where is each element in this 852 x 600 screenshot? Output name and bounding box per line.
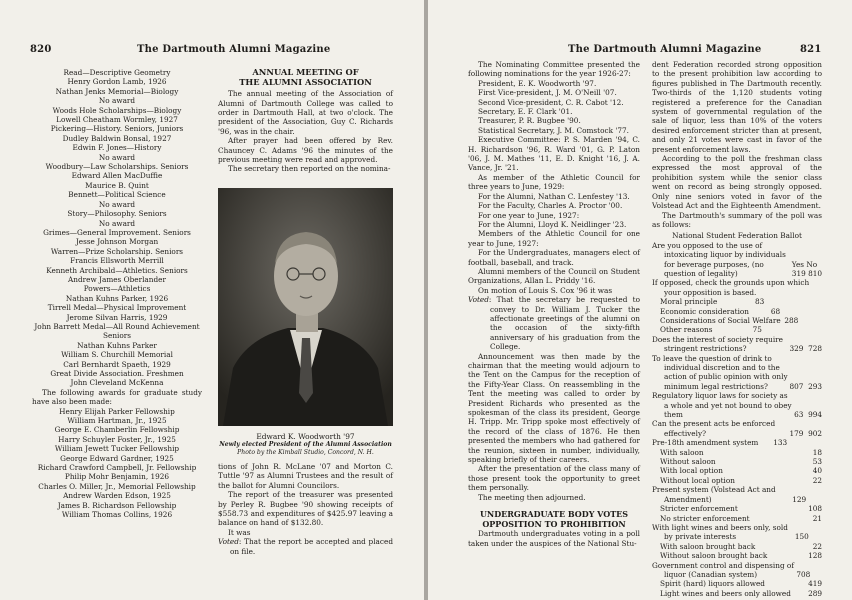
award-line: Dudley Baldwin Bonsal, 1927	[62, 133, 172, 143]
meeting-column-bottom	[218, 462, 393, 556]
award-line: William Hartman, Jr., 1925	[67, 416, 167, 426]
voted-label: Voted	[218, 537, 239, 547]
voted-paragraph	[218, 537, 393, 556]
ballot-question-values	[792, 260, 822, 279]
athletic-intro: As member of the Athletic Council for three years to June, 1929:	[468, 172, 640, 192]
ballot-row-total: 150	[794, 532, 809, 542]
present-list	[652, 504, 822, 523]
left-running-head: The Dartmouth Alumni Magazine	[137, 44, 331, 55]
officer-line: Second Vice-president, C. R. Cabot '12.	[478, 97, 624, 107]
athletic-list	[468, 192, 640, 230]
voted-text: : That the secretary be requested to convey to Dr. William J. Tucker the affectionate greetings of the alumni on the occasion of the sixty-fifth anniversary of his graduation from the College.	[488, 295, 640, 352]
award-line: John Barrett Medal—All Round Achievement	[34, 321, 200, 331]
officer-line: President, E. K. Woodworth '97.	[478, 78, 597, 88]
undergrad-paragraph: Dartmouth undergraduates voting in a poll taken under the auspices of the National Stu-	[468, 529, 640, 548]
no-label: No	[806, 259, 818, 269]
ballot-question-text: To leave the question of drink to individual discretion and to the action of public opinion with only minimum legal restrictions?	[652, 353, 788, 391]
ballot-item-value: 128	[808, 551, 822, 561]
officer-line: Treasurer, P. R. Bugbee '90.	[478, 116, 581, 126]
meeting-heading-line-2: THE ALUMNI ASSOCIATION	[239, 76, 372, 87]
ballot-item-label: Economic consideration	[660, 306, 750, 316]
award-line: The following awards for graduate study have also been made:	[32, 387, 202, 407]
ballot-yes-value: 319	[791, 268, 806, 278]
ballot-item-row	[652, 457, 822, 466]
award-line: Woods Hole Scholarships—Biology	[52, 105, 182, 115]
ballot-item-value: 289	[808, 588, 822, 598]
grounds-list	[652, 297, 822, 335]
award-line: Henry Gordon Lamb, 1926	[67, 77, 167, 87]
questions-list	[652, 335, 822, 438]
award-line: George Edward Gardner, 1925	[60, 453, 174, 463]
ballot-row-label: Present system (Volstead Act and Amendment)	[652, 485, 776, 504]
motion: On motion of Louis S. Cox '96 it was	[478, 285, 613, 295]
meeting-paragraph: The annual meeting of the Association of Alumni of Dartmouth College was called to order in Dartmouth Hall, at two o'clock. The president of the Association, Guy C. Richards '96, was in the chair.	[218, 89, 393, 136]
award-line: Edwin F. Jones—History	[72, 143, 162, 153]
ballot-item-value: 22	[812, 541, 822, 551]
ballot-item-label: With saloon brought back	[660, 541, 756, 551]
officer-line: Statistical Secretary, J. M. Comstock '77.	[478, 125, 629, 135]
voted-label: Voted	[468, 295, 489, 305]
award-line: No award	[98, 218, 136, 228]
ballot-question-row	[652, 335, 822, 354]
ballot-item-label: Other reasons	[660, 325, 713, 335]
ballot-row	[652, 561, 822, 580]
ballot-item-row	[652, 466, 822, 475]
ballot-item-value: 21	[812, 513, 822, 523]
athletic-line: For one year to June, 1927:	[478, 210, 580, 220]
ballot-yes-value: 329	[789, 344, 804, 354]
ballot-row-total: 129	[792, 494, 807, 504]
award-line: William Thomas Collins, 1926	[61, 510, 173, 520]
ballot-row-total: 133	[773, 438, 788, 448]
ballot-item-label: Without saloon	[660, 457, 716, 467]
ballot-item-row	[652, 307, 822, 316]
awards-column	[32, 68, 202, 520]
award-line: Nathan Kuhns Parker, 1926	[65, 293, 169, 303]
ballot-item-value: 108	[808, 504, 822, 514]
meeting-heading-line-1: ANNUAL MEETING OF	[252, 67, 359, 77]
meeting-continued: tions of John R. McLane '07 and Morton C. Tuttle '97 as Alumni Trustees and the result of the ballot for Alumni Councilors.	[218, 462, 393, 490]
award-line: Nathan Kuhns Parker	[77, 340, 157, 350]
award-line: Lowell Cheatham Wormley, 1927	[56, 115, 178, 125]
poll-column	[652, 60, 822, 598]
award-line: Read—Descriptive Geometry	[63, 68, 171, 77]
award-line: Jesse Johnson Morgan	[75, 237, 159, 247]
undergrad-managers: For the Undergraduates, managers elect of football, baseball, and track.	[468, 248, 640, 267]
award-line: Kenneth Archibald—Athletics. Seniors	[46, 265, 188, 275]
nominations-column	[468, 60, 640, 548]
caption-name: Edward K. Woodworth '97	[256, 432, 355, 441]
ballot-question-values	[789, 344, 822, 353]
light-list	[652, 542, 822, 561]
ballot-question	[652, 241, 822, 279]
award-line: Woodbury—Law Scholarships. Seniors	[45, 162, 189, 172]
executive-committee: Executive Committee: P. S. Marden '94, C. H. Richardson '96, R. Ward '01, G. P. Laton '06, J. M. Mathes '11, E. D. Knight '16, J. A. Vance, Jr. '21.	[468, 135, 640, 173]
award-line: James B. Richardson Fellowship	[57, 500, 177, 510]
athletic-line: For the Alumni, Lloyd K. Neidlinger '23.	[478, 219, 627, 229]
ballot-question-text: Can the present acts be enforced effectively?	[652, 419, 776, 438]
ballot-row	[652, 485, 822, 504]
award-line: George E. Chamberlin Fellowship	[54, 425, 180, 435]
ballot-row-label: Pre-18th amendment system	[652, 438, 759, 448]
caption-title: Newly elected President of the Alumni Association	[219, 441, 392, 449]
yes-label: Yes	[791, 259, 805, 269]
award-line: Edward Allen MacDuffie	[71, 171, 163, 181]
voted-paragraph	[468, 295, 640, 351]
ballot-item-label: Stricter enforcement	[660, 504, 738, 514]
ballot-row	[652, 438, 822, 447]
ballot-item-value: 83	[755, 297, 765, 307]
award-line: John Cleveland McKenna	[70, 378, 164, 388]
ballot-item-value: 40	[812, 466, 822, 476]
right-page	[428, 0, 852, 600]
pre18-list	[652, 448, 822, 486]
athletic-one-year: Members of the Athletic Council for one year to June, 1927:	[468, 229, 640, 248]
ballot-question-text: Does the interest of society require stringent restrictions?	[652, 334, 783, 354]
ballot-item-label: Moral principle	[660, 297, 718, 307]
after-presentation: After the presentation of the class many of those present took the opportunity to greet them personally.	[468, 464, 640, 493]
award-line: Andrew Warden Edson, 1925	[63, 491, 171, 501]
award-line: Francis Ellsworth Merrill	[70, 256, 164, 266]
ballot-question-row	[652, 354, 822, 392]
ballot-item-value: 75	[752, 325, 762, 335]
poll-paragraph-1: dent Federation recorded strong opposition to the present prohibition law according to figures published in The Dartmouth recently. Two-thirds of the 1,120 students voting registered a preference for the Canadian system of governmental regulation of the sale of liquor, less than 10% of the voters desired enforcement stricter than at present, and only 21 votes were cast in favor of the present enforcement laws.	[652, 60, 822, 154]
undergrad-heading-line-1: UNDERGRADUATE BODY VOTES	[479, 509, 629, 520]
ballot-question-text: Regulatory liquor laws for society as a whole and yet not bound to obey them	[652, 391, 792, 420]
ballot-item-value: 288	[784, 315, 799, 325]
meeting-paragraph: After prayer had been offered by Rev. Chauncey C. Adams '96 the minutes of the previous meeting were read and approved.	[218, 136, 393, 165]
ballot-no-value: 994	[808, 410, 822, 420]
ballot-item-row	[652, 579, 822, 588]
meeting-heading	[218, 68, 393, 87]
right-page-number: 821	[800, 44, 822, 55]
ballot-question-values	[789, 429, 822, 438]
award-line: Bennett—Political Science	[68, 190, 166, 200]
ballot-item-label: Light wines and beers only allowed	[660, 588, 791, 598]
ballot-item-row	[652, 542, 822, 551]
award-line: Jerome Silvan Harris, 1929	[66, 312, 168, 322]
left-page-number: 820	[30, 44, 52, 55]
ballot-item-value: 419	[808, 579, 822, 589]
ballot-item-label: With local option	[660, 466, 723, 476]
undergrad-heading	[468, 510, 640, 529]
award-line: No award	[98, 199, 136, 209]
award-line: Harry Schuyler Foster, Jr., 1925	[58, 434, 176, 444]
ballot-yes-value: 179	[789, 428, 804, 438]
photo-caption	[218, 432, 393, 456]
ballot-item-label: Without saloon brought back	[660, 551, 768, 561]
ballot-item-row	[652, 297, 822, 306]
ballot-question-row	[652, 419, 822, 438]
ballot-no-value: 810	[808, 268, 822, 278]
ballot-yes-value: 63	[794, 410, 804, 420]
adjourned: The meeting then adjourned.	[478, 492, 586, 502]
award-line: Philip Mohr Benjamin, 1926	[64, 472, 170, 482]
ballot-row-total: 708	[796, 569, 811, 579]
athletic-line: For the Alumni, Nathan C. Lenfestey '13.	[478, 191, 630, 201]
award-line: Carl Bernhardt Spaeth, 1929	[63, 359, 171, 369]
award-line: Pickering—History. Seniors, Juniors	[50, 124, 184, 134]
ballot-question-row	[652, 391, 822, 419]
ballot-item-row	[652, 514, 822, 523]
poll-paragraph-2: According to the poll the freshman class expressed the most approval of the prohibition system while the senior class went on record as being strongly opposed. Only nine seniors voted in favor of the Volstead Act and the Eighteenth Amendment.	[652, 154, 822, 211]
ballot-item-value: 53	[812, 457, 822, 467]
voted-text: : That the report be accepted and placed on file.	[230, 537, 393, 556]
ballot-no-value: 902	[808, 428, 822, 438]
award-line: Charles O. Miller, Jr., Memorial Fellowship	[38, 481, 196, 491]
meeting-paragraph: The secretary then reported on the nomina-	[228, 164, 391, 174]
ballot-row	[652, 523, 822, 542]
ballot-item-row	[652, 476, 822, 485]
award-line: Great Divide Association. Freshmen	[50, 369, 184, 378]
award-line: Andrew James Oberlander	[68, 274, 166, 284]
ballot-row-label: Government control and dispensing of liquor (Canadian system)	[652, 560, 795, 579]
officer-line: First Vice-president, J. M. O'Neill '07.	[478, 88, 617, 98]
award-line: No award	[98, 152, 136, 162]
ballot-item-value: 68	[770, 306, 781, 316]
ballot-item-label: No stricter enforcement	[660, 513, 750, 523]
ballot-item-label: Considerations of Social Welfare	[660, 315, 781, 325]
announcement: Announcement was then made by the chairman that the meeting would adjourn to the Tent on the Campus for the reception of the Fifty-Year Class. On reassembling in the Tent the meeting was called to order by President Richards who presented as the spokesman of the class its president, George H. Tripp. Mr. Tripp spoke most effectively of the record of the class of 1876. He then presented the members who had gathered for the reunion, sixteen in number, individually, speaking briefly of their careers.	[468, 351, 640, 465]
right-running-head: The Dartmouth Alumni Magazine	[568, 44, 762, 55]
ballot-question-values	[789, 382, 822, 391]
ballot-title: National Student Federation Ballot	[672, 231, 802, 241]
if-opposed: If opposed, check the grounds upon which your opposition is based.	[652, 278, 810, 297]
ballot-item-row	[652, 316, 822, 325]
award-line: Nathan Jenks Memorial—Biology	[55, 86, 179, 96]
ballot-no-value: 728	[808, 344, 822, 354]
left-page	[0, 0, 424, 600]
award-line: Grimes—General Improvement. Seniors	[43, 227, 191, 237]
award-line: Powers—Athletics	[83, 284, 151, 294]
summary-intro: The Dartmouth's summary of the poll was as follows:	[652, 210, 822, 229]
ballot-item-row	[652, 504, 822, 513]
ballot-item-row	[652, 325, 822, 334]
ballot-item-label: Spirit (hard) liquors allowed	[660, 579, 765, 589]
ballot-item-row	[652, 589, 822, 598]
caption-credit: Photo by the Kimball Studio, Concord, N. H.	[237, 448, 374, 456]
award-line: Henry Elijah Parker Fellowship	[59, 406, 175, 416]
award-line: Seniors	[103, 331, 131, 341]
award-line: Tirrell Medal—Physical Improvement	[47, 303, 187, 313]
ballot-item-value: 22	[812, 475, 822, 485]
award-line: Richard Crawford Campbell, Jr. Fellowship	[37, 463, 197, 473]
officer-line: Secretary, E. F. Clark '01.	[478, 107, 573, 117]
meeting-column-top	[218, 68, 393, 174]
award-line: Maurice B. Quint	[85, 180, 149, 190]
ballot-question-text: Are you opposed to the use of intoxicating liquor by individuals for beverage purposes, (no question of legality)	[652, 240, 786, 278]
council-members: Alumni members of the Council on Student Organizations, Allan L. Priddy '16.	[468, 266, 640, 286]
award-line: Warren—Prize Scholarship. Seniors	[50, 246, 184, 256]
ballot-yes-value: 807	[789, 381, 804, 391]
award-line: No award	[98, 96, 136, 106]
ballot-no-value: 293	[808, 381, 822, 391]
ballot-item-label: Without local option	[660, 475, 735, 485]
ballot-item-label: With saloon	[660, 447, 704, 457]
ballot-item-row	[652, 551, 822, 560]
award-line: Story—Philosophy. Seniors	[67, 209, 167, 219]
ballot-item-value: 18	[812, 447, 822, 457]
meeting-continued: It was	[228, 527, 251, 537]
award-line: William S. Churchill Memorial	[61, 350, 173, 360]
award-line: William Jewett Tucker Fellowship	[54, 444, 180, 454]
ballot-question-values	[794, 410, 822, 419]
athletic-line: For the Faculty, Charles A. Proctor '00.	[478, 201, 623, 211]
ballot-row-label: With light wines and beers only, sold by private interests	[652, 522, 788, 542]
officers-list	[468, 79, 640, 135]
gov-list	[652, 579, 822, 598]
nominations-intro: The Nominating Committee presented the following nominations for the year 1926-27:	[468, 60, 640, 79]
ballot-item-row	[652, 448, 822, 457]
undergrad-heading-line-2: OPPOSITION TO PROHIBITION	[482, 518, 626, 529]
portrait-photo	[218, 188, 393, 426]
meeting-continued: The report of the treasurer was presented by Perley R. Bugbee '90 showing receipts of $558.73 and expenditures of $425.97 leaving a balance on hand of $132.80.	[218, 490, 393, 528]
